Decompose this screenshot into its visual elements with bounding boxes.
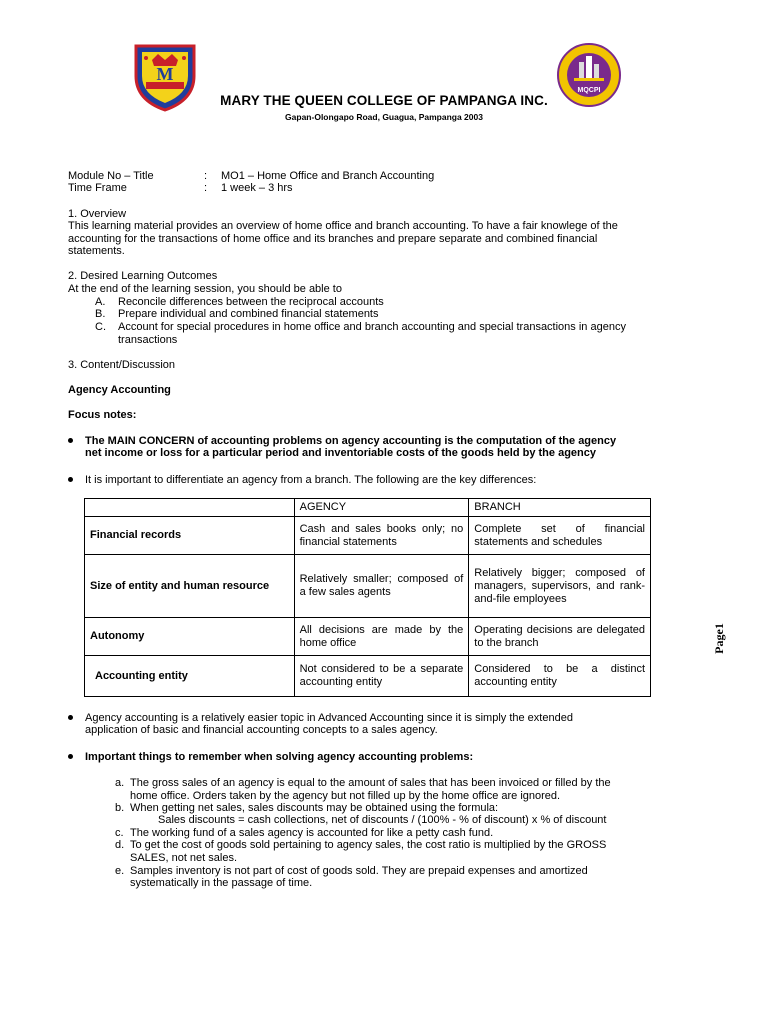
note-b-line-1: When getting net sales, sales discounts may be obtained using the formula:	[130, 802, 499, 814]
note-b-formula: Sales discounts = cash collections, net of discounts / (100% - % of discount) x % of discount	[158, 814, 607, 826]
overview-line-3: statements.	[68, 245, 125, 257]
focus-notes-heading: Focus notes:	[68, 409, 137, 421]
bullet-dot	[68, 715, 73, 720]
outcomes-intro: At the end of the learning session, you should be able to	[68, 283, 342, 295]
note-letter-b: b.	[115, 802, 125, 814]
table-header-agency: AGENCY	[294, 499, 469, 517]
bullet-2-text: It is important to differentiate an agency from a branch. The following are the key differences:	[85, 474, 537, 486]
bullet-dot	[68, 438, 73, 443]
note-e-line-1: Samples inventory is not part of cost of goods sold. They are prepaid expenses and amortized	[130, 865, 588, 877]
bullet-1-line-1: The MAIN CONCERN of accounting problems on agency accounting is the computation of the agency	[85, 435, 617, 447]
row-label: Autonomy	[85, 618, 295, 656]
note-a-line-1: The gross sales of an agency is equal to the amount of sales that has been invoiced or filled by the	[130, 777, 611, 789]
college-name: MARY THE QUEEN COLLEGE OF PAMPANGA INC.	[220, 93, 548, 108]
table-row	[85, 555, 651, 618]
overview-line-2: accounting for the transactions of home office and its branches and prepare separate and combined financial	[68, 233, 598, 245]
note-letter-a: a.	[115, 777, 125, 789]
branch-cell: Operating decisions are delegated to the branch	[469, 618, 651, 656]
row-label: Financial records	[85, 517, 295, 555]
agency-cell: Cash and sales books only; no financial statements	[294, 517, 469, 555]
table-header-blank	[85, 499, 295, 517]
time-frame-label: Time Frame	[68, 182, 127, 194]
outcome-text-c: Account for special procedures in home office and branch accounting and special transactions in agency	[118, 321, 626, 333]
row-label: Accounting entity	[85, 656, 295, 697]
outcome-text-a: Reconcile differences between the reciprocal accounts	[118, 296, 384, 308]
branch-cell: Considered to be a distinct accounting entity	[469, 656, 651, 697]
outcome-letter-c: C.	[95, 321, 106, 333]
row-label: Size of entity and human resource	[85, 555, 295, 618]
agency-branch-comparison-table	[84, 498, 651, 697]
agency-cell: All decisions are made by the home office	[294, 618, 469, 656]
outcome-letter-a: A.	[95, 296, 106, 308]
overview-line-1: This learning material provides an overview of home office and branch accounting. To have a fair knowlege of the	[68, 220, 618, 232]
table-row	[85, 656, 651, 697]
note-letter-d: d.	[115, 839, 125, 851]
bullet-dot	[68, 754, 73, 759]
bullet-4-text: Important things to remember when solving agency accounting problems:	[85, 751, 474, 763]
module-colon: :	[204, 170, 208, 182]
table-header-row	[85, 499, 651, 517]
note-a-line-2: home office. Orders taken by the agency but not filled up by the home office are ignored.	[130, 790, 561, 802]
branch-cell: Relatively bigger; composed of managers, supervisors, and rank-and-file employees	[469, 555, 651, 618]
overview-heading: 1. Overview	[68, 208, 127, 220]
shield-letter: M	[156, 64, 174, 84]
table-row	[85, 618, 651, 656]
branch-cell: Complete set of financial statements and schedules	[469, 517, 651, 555]
note-d-line-1: To get the cost of goods sold pertaining to agency sales, the cost ratio is multiplied by the GROSS	[130, 839, 607, 851]
outcomes-heading: 2. Desired Learning Outcomes	[68, 270, 218, 282]
time-frame-colon: :	[204, 182, 208, 194]
outcome-text-c-continued: transactions	[118, 334, 178, 346]
seal-text: MQCPI	[577, 87, 601, 94]
outcome-letter-b: B.	[95, 308, 106, 320]
module-value: MO1 – Home Office and Branch Accounting	[221, 170, 435, 182]
note-letter-e: e.	[115, 865, 125, 877]
bullet-dot	[68, 477, 73, 482]
bullet-3-line-2: application of basic and financial accounting concepts to a sales agency.	[85, 724, 438, 736]
note-letter-c: c.	[115, 827, 124, 839]
topic-heading: Agency Accounting	[68, 384, 171, 396]
note-e-line-2: systematically in the passage of time.	[130, 877, 313, 889]
module-label: Module No – Title	[68, 170, 154, 182]
outcome-text-b: Prepare individual and combined financial statements	[118, 308, 379, 320]
bullet-3-line-1: Agency accounting is a relatively easier topic in Advanced Accounting since it is simply the extended	[85, 712, 573, 724]
agency-cell: Not considered to be a separate accounting entity	[294, 656, 469, 697]
college-address: Gapan-Olongapo Road, Guagua, Pampanga 2003	[285, 112, 483, 122]
content-heading: 3. Content/Discussion	[68, 359, 175, 371]
agency-cell: Relatively smaller; composed of a few sales agents	[294, 555, 469, 618]
note-c-line-1: The working fund of a sales agency is accounted for like a petty cash fund.	[130, 827, 494, 839]
table-header-branch: BRANCH	[469, 499, 651, 517]
time-frame-value: 1 week – 3 hrs	[221, 182, 293, 194]
table-row	[85, 517, 651, 555]
bullet-1-line-2: net income or loss for a particular period and inventoriable costs of the goods held by the agency	[85, 447, 596, 459]
page-number: Page1	[711, 623, 726, 654]
note-d-line-2: SALES, not net sales.	[130, 852, 238, 864]
